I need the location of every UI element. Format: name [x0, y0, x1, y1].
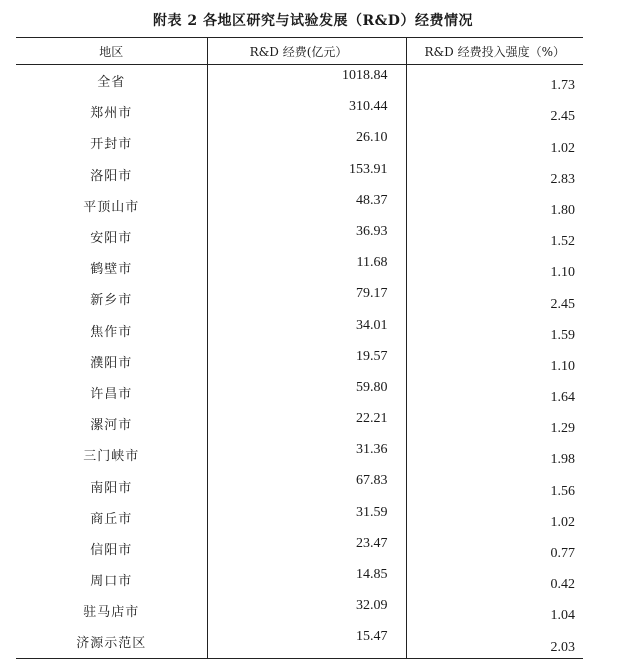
region-cell: 漯河市 — [16, 408, 207, 439]
region-cell: 济源示范区 — [16, 626, 207, 658]
rd-expenditure-cell: 15.47 — [207, 626, 406, 658]
rd-intensity-cell: 1.04 — [550, 608, 575, 624]
table-title: 附表 2 各地区研究与试验发展（R&D）经费情况 — [153, 13, 473, 29]
region-cell: 开封市 — [16, 127, 207, 158]
rd-expenditure-cell: 59.80 — [207, 377, 406, 408]
rd-expenditure-cell: 153.91 — [207, 159, 406, 190]
region-cell: 许昌市 — [16, 377, 207, 408]
rd-intensity-cell: 1.80 — [550, 202, 575, 218]
rd-intensity-cell: 2.83 — [550, 171, 575, 187]
rd-expenditure-cell: 79.17 — [207, 283, 406, 314]
header-region: 地区 — [16, 38, 207, 65]
header-rd-intensity: R&D 经费投入强度（%） — [406, 38, 583, 65]
region-cell: 南阳市 — [16, 470, 207, 501]
rd-expenditure-cell: 14.85 — [207, 564, 406, 595]
rd-expenditure-cell: 48.37 — [207, 190, 406, 221]
rd-intensity-cell: 2.03 — [406, 626, 583, 658]
region-cell: 洛阳市 — [16, 159, 207, 190]
table-row — [16, 377, 583, 408]
rd-intensity-cell: 1.10 — [550, 265, 575, 281]
rd-intensity-cell: 2.45 — [550, 296, 575, 312]
rd-intensity-cell: 1.98 — [550, 452, 575, 468]
region-cell: 平顶山市 — [16, 190, 207, 221]
table-row — [16, 470, 583, 501]
table-row — [16, 221, 583, 252]
table-row — [16, 127, 583, 158]
table-row — [16, 502, 583, 533]
region-cell: 驻马店市 — [16, 595, 207, 626]
region-cell: 濮阳市 — [16, 346, 207, 377]
rd-intensity-cell: 0.42 — [550, 577, 575, 593]
table-header — [16, 38, 583, 65]
table-row — [16, 65, 583, 97]
header-row — [16, 38, 583, 65]
rd-expenditure-cell: 26.10 — [207, 127, 406, 158]
rd-intensity-cell: 1.73 — [550, 78, 575, 94]
region-cell: 焦作市 — [16, 315, 207, 346]
table-row — [16, 564, 583, 595]
region-cell: 三门峡市 — [16, 439, 207, 470]
table-row — [16, 252, 583, 283]
rd-intensity-cell: 1.02 — [550, 140, 575, 156]
header-rd-expenditure: R&D 经费(亿元） — [207, 38, 406, 65]
rd-intensity-cell: 1.02 — [550, 514, 575, 530]
rd-expenditure-cell: 19.57 — [207, 346, 406, 377]
rd-intensity-cell: 2.45 — [550, 109, 575, 125]
table-row — [16, 346, 583, 377]
region-cell: 全省 — [16, 65, 207, 97]
table-row — [16, 626, 583, 658]
rd-expenditure-cell: 34.01 — [207, 315, 406, 346]
region-cell: 安阳市 — [16, 221, 207, 252]
table-row — [16, 408, 583, 439]
rd-expenditure-cell: 23.47 — [207, 533, 406, 564]
table-row — [16, 190, 583, 221]
rd-intensity-cell: 1.52 — [550, 234, 575, 250]
table-row — [16, 439, 583, 470]
rd-expenditure-cell: 32.09 — [207, 595, 406, 626]
rd-intensity-cell: 0.77 — [550, 546, 575, 561]
rd-expenditure-cell: 310.44 — [207, 96, 406, 127]
rd-intensity-cell: 1.29 — [550, 421, 575, 437]
rd-expenditure-cell: 36.93 — [207, 221, 406, 252]
table-row — [16, 283, 583, 314]
region-cell: 郑州市 — [16, 96, 207, 127]
table-row — [16, 315, 583, 346]
table-row — [16, 159, 583, 190]
rd-intensity-cell: 1.10 — [550, 358, 575, 374]
table-body — [16, 65, 583, 659]
table-row — [16, 96, 583, 127]
rd-expenditure-cell: 11.68 — [207, 252, 406, 283]
rd-intensity-cell: 1.59 — [550, 327, 575, 343]
region-cell: 商丘市 — [16, 502, 207, 533]
rd-intensity-cell: 1.64 — [550, 390, 575, 406]
rd-expenditure-cell: 67.83 — [207, 470, 406, 501]
region-cell: 信阳市 — [16, 533, 207, 564]
table-row — [16, 533, 583, 564]
rd-expenditure-cell: 31.59 — [207, 502, 406, 533]
rd-expenditure-cell: 22.21 — [207, 408, 406, 439]
region-cell: 周口市 — [16, 564, 207, 595]
region-cell: 新乡市 — [16, 283, 207, 314]
rd-expenditure-table — [16, 37, 583, 659]
rd-intensity-cell: 1.56 — [550, 483, 575, 499]
rd-expenditure-cell: 31.36 — [207, 439, 406, 470]
region-cell: 鹤壁市 — [16, 252, 207, 283]
rd-expenditure-cell: 1018.84 — [207, 65, 406, 97]
